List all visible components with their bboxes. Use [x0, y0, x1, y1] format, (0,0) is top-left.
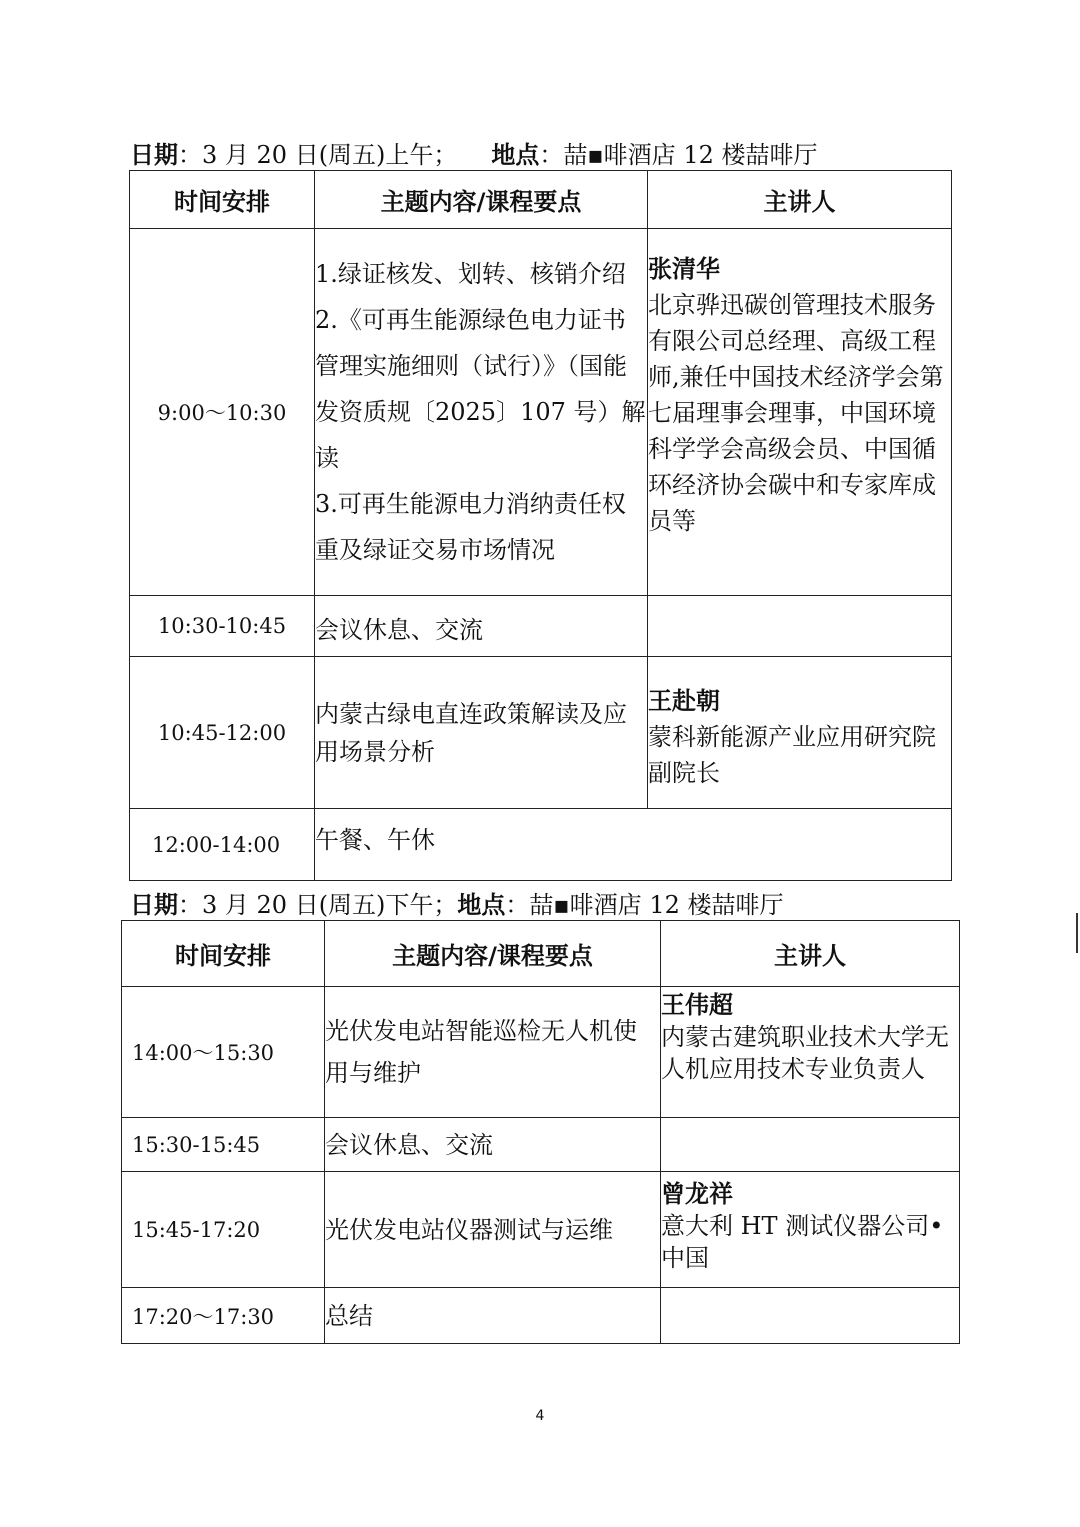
time-cell: 10:30-10:45 [130, 596, 315, 657]
topic-item: 内蒙古绿电直连政策解读及应用场景分析 [315, 699, 627, 766]
session1-info-line [130, 140, 817, 170]
header-speaker: 主讲人 [648, 171, 952, 229]
speaker-name: 王伟超 [661, 991, 733, 1019]
speaker-name: 张清华 [648, 255, 720, 283]
speaker-name: 曾龙祥 [661, 1180, 733, 1208]
speaker-cell [648, 229, 952, 596]
table-row [130, 809, 952, 881]
topic-cell [325, 987, 661, 1118]
session2-schedule-table [121, 920, 960, 1344]
time-cell: 14:00～15:30 [122, 987, 325, 1118]
speaker-cell [661, 1172, 960, 1288]
table-row [122, 1118, 960, 1172]
session2-place-label: 地点 [457, 891, 506, 919]
speaker-title: 北京骅迅碳创管理技术服务有限公司总经理、高级工程师,兼任中国技术经济学会第七届理事会理事，中国环境科学学会高级会员、中国循环经济协会碳中和专家库成员等 [648, 291, 944, 535]
table-row [130, 657, 952, 809]
table-row [122, 1172, 960, 1288]
time-cell: 17:20～17:30 [122, 1288, 325, 1344]
session1-date-label: 日期 [130, 141, 178, 169]
time-cell: 15:30-15:45 [122, 1118, 325, 1172]
session1-date-value: ：3 月 20 日(周五)上午； [178, 141, 458, 169]
table-header-row [130, 171, 952, 229]
page-number: 4 [535, 1408, 545, 1424]
speaker-cell [661, 1288, 960, 1344]
time-cell: 15:45-17:20 [122, 1172, 325, 1288]
speaker-name: 王赴朝 [648, 687, 720, 715]
table-row [122, 1288, 960, 1344]
session1-schedule-table [129, 170, 952, 881]
topic-item: 1.绿证核发、划转、核销介绍 [315, 260, 626, 288]
speaker-cell [661, 987, 960, 1118]
topic-item: 2.《可再生能源绿色电力证书管理实施细则（试行）》（国能发资质规〔2025〕107 号）解读 [315, 306, 646, 472]
topic-item: 光伏发电站智能巡检无人机使用与维护 [325, 1017, 637, 1087]
speaker-title: 内蒙古建筑职业技术大学无人机应用技术专业负责人 [661, 1023, 949, 1083]
speaker-cell [648, 596, 952, 657]
topic-cell [315, 229, 648, 596]
session2-place-value: ：喆▪啡酒店 12 楼喆啡厅 [505, 891, 784, 919]
scan-edge-mark [1076, 913, 1078, 953]
topic-item: 3.可再生能源电力消纳责任权重及绿证交易市场情况 [315, 490, 626, 564]
header-topic: 主题内容/课程要点 [315, 171, 648, 229]
session1-place-label: 地点 [491, 141, 540, 169]
table-row [130, 229, 952, 596]
topic-cell: 会议休息、交流 [325, 1118, 661, 1172]
time-cell: 9:00～10:30 [130, 229, 315, 596]
topic-cell: 总结 [325, 1288, 661, 1344]
header-speaker: 主讲人 [661, 921, 960, 987]
topic-cell: 光伏发电站仪器测试与运维 [325, 1172, 661, 1288]
session1-place-value: ：喆▪啡酒店 12 楼喆啡厅 [539, 141, 818, 169]
topic-cell: 午餐、午休 [315, 809, 952, 881]
topic-cell [315, 657, 648, 809]
session2-date-value: ：3 月 20 日(周五)下午； [178, 891, 458, 919]
header-topic: 主题内容/课程要点 [325, 921, 661, 987]
speaker-cell [648, 657, 952, 809]
speaker-title: 蒙科新能源产业应用研究院副院长 [648, 723, 936, 787]
header-time: 时间安排 [122, 921, 325, 987]
header-time: 时间安排 [130, 171, 315, 229]
table-row [130, 596, 952, 657]
topic-cell: 会议休息、交流 [315, 596, 648, 657]
session2-date-label: 日期 [130, 891, 178, 919]
time-cell: 12:00-14:00 [130, 809, 315, 881]
speaker-title: 意大利 HT 测试仪器公司•中国 [661, 1212, 944, 1272]
time-cell: 10:45-12:00 [130, 657, 315, 809]
table-row [122, 987, 960, 1118]
table-header-row [122, 921, 960, 987]
speaker-cell [661, 1118, 960, 1172]
session2-info-line [130, 890, 783, 920]
